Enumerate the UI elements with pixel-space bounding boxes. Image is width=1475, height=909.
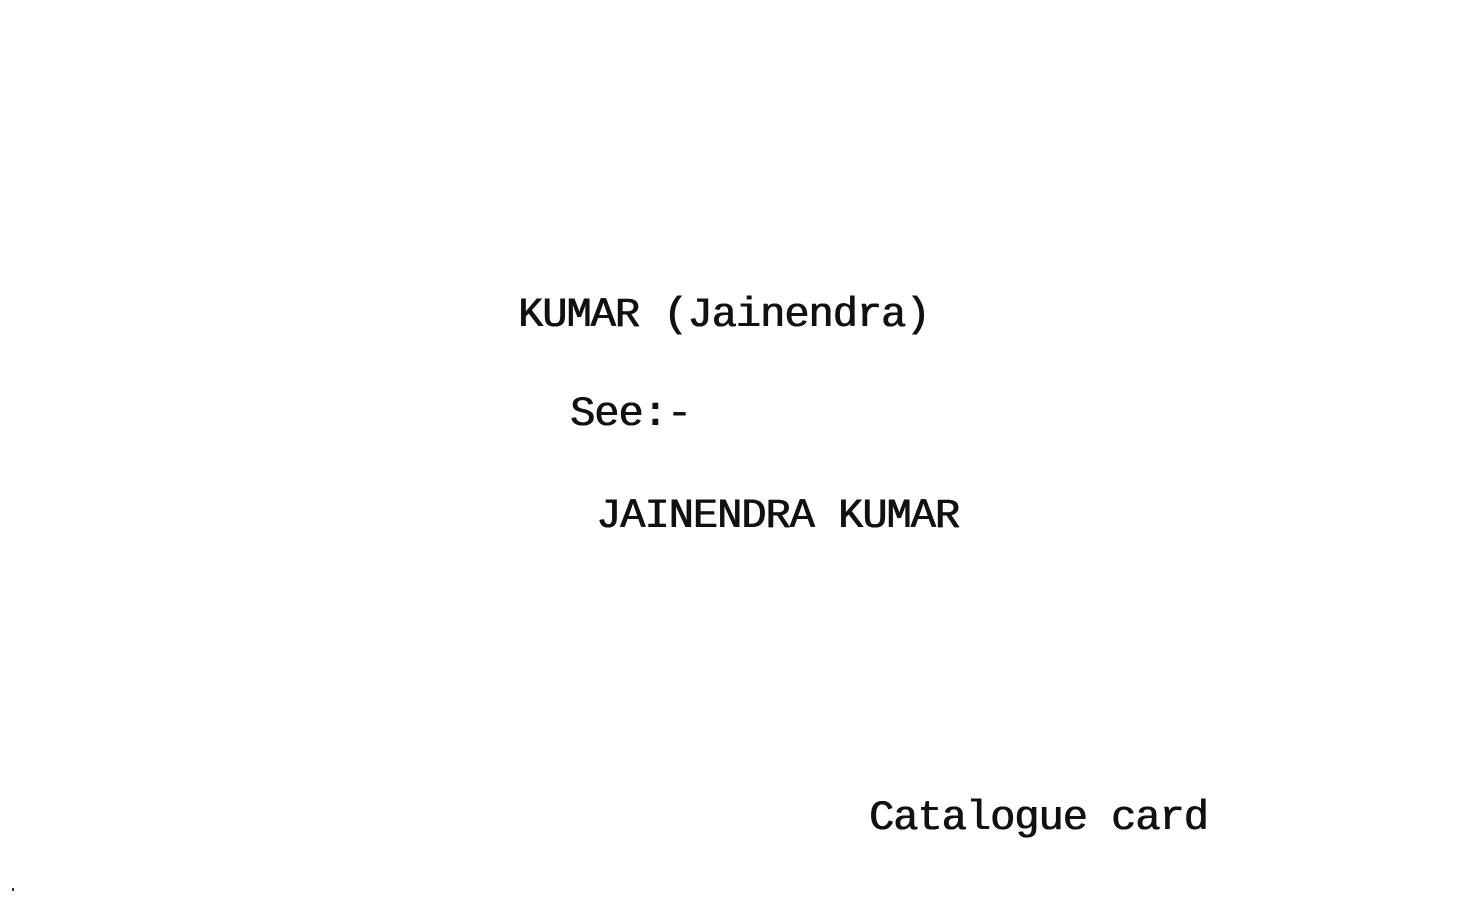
see-reference-label: See:- bbox=[570, 390, 692, 438]
paper-speck bbox=[12, 888, 14, 891]
card-heading: KUMAR (Jainendra) bbox=[518, 291, 930, 339]
cross-reference-target: JAINENDRA KUMAR bbox=[596, 492, 960, 540]
card-type-label: Catalogue card bbox=[869, 794, 1208, 842]
